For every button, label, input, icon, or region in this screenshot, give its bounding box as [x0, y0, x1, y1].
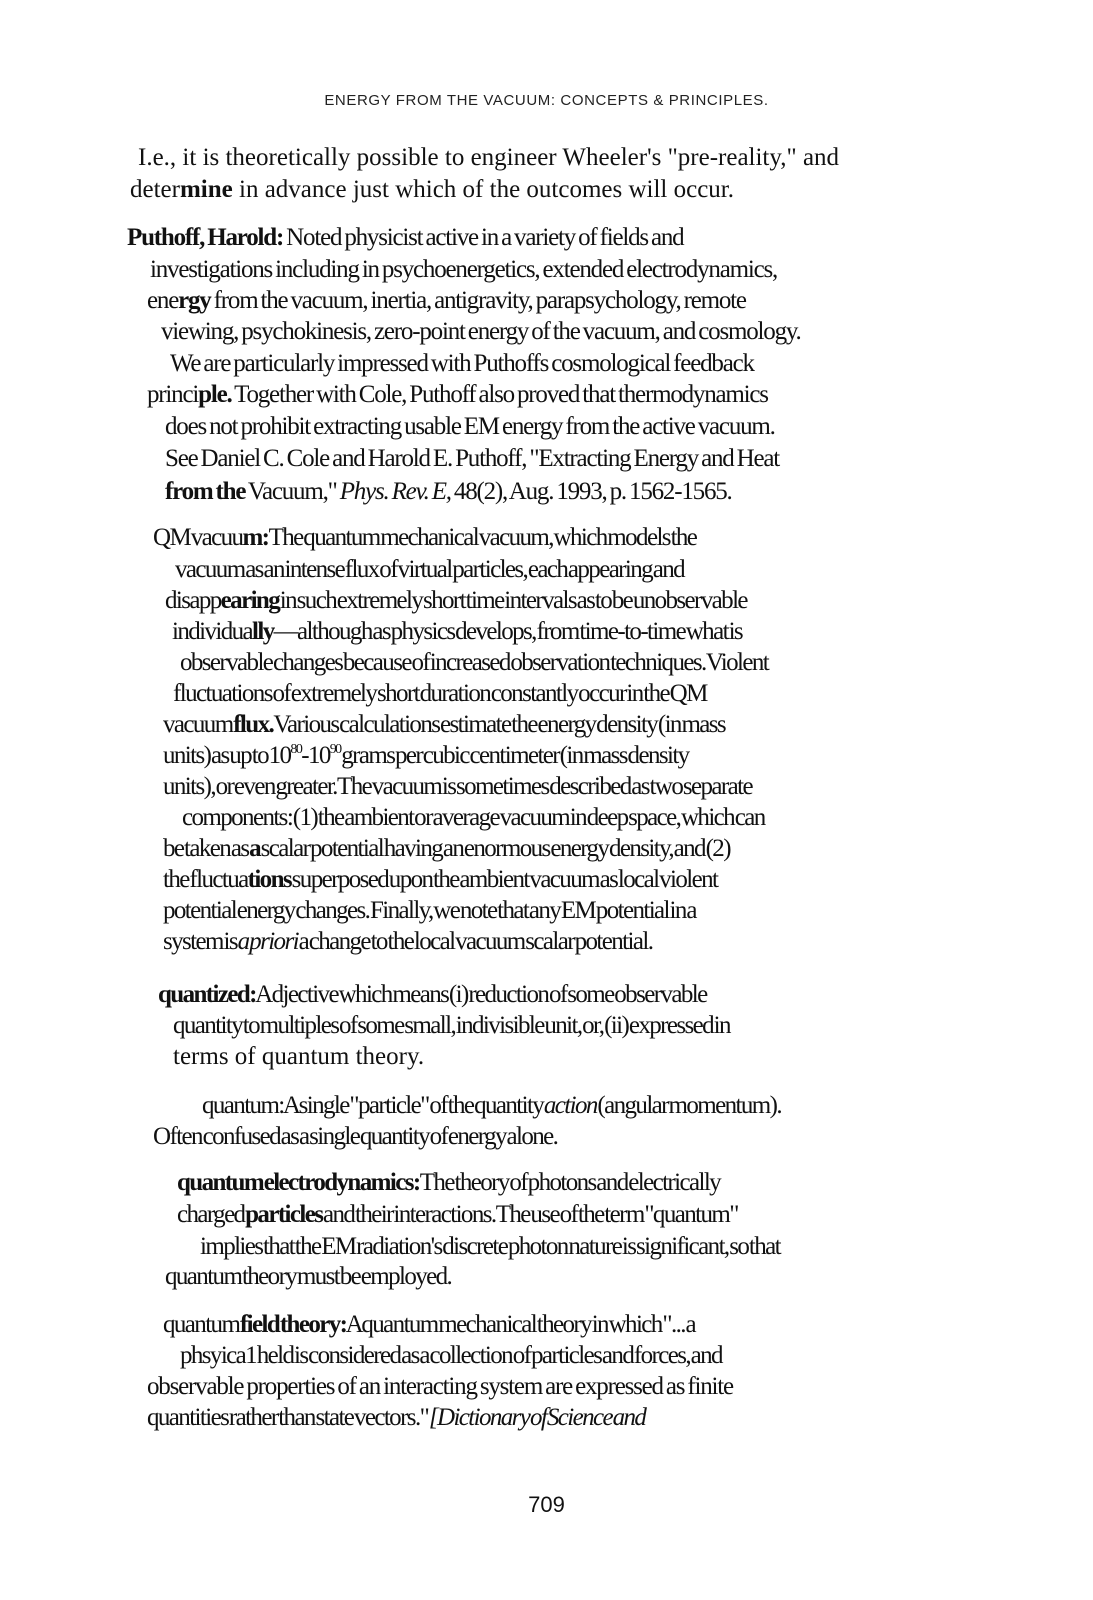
- intro-line-2: determine in advance just which of the outcomes will occur.: [130, 176, 735, 203]
- qft-line-4: quantities rather than state vectors." [Dictionary of Science and: [147, 1404, 646, 1431]
- quantum-line-1: quantum: A single "particle" of the quantity action (angular momentum).: [202, 1092, 781, 1119]
- qft-line-3: observable properties of an interacting system are expressed as finite: [147, 1373, 733, 1400]
- qed-line-3: implies that the EM radiation's discrete photon nature is significant, so that: [200, 1233, 780, 1260]
- glossary-term: Puthoff, Harold:: [127, 224, 284, 251]
- qm-vacuum-line-6: fluctuations of extremely short duration constantly occur in the QM: [173, 680, 707, 707]
- glossary-term: QM vacuu: [153, 524, 243, 551]
- puthoff-line-8: See Daniel C. Cole and Harold E. Puthoff, "Extracting Energy and Heat: [165, 445, 780, 472]
- puthoff-line-9: from the Vacuum," Phys. Rev. E, 48(2), Aug. 1993, p. 1562-1565.: [165, 478, 732, 505]
- qm-vacuum-line-3: disappearing in such extremely short time intervals as to be unobservable: [165, 587, 747, 614]
- qm-vacuum-line-9: units), or even greater. The vacuum is sometimes described as two separate: [163, 773, 752, 800]
- glossary-term: quantum electrodynamics:: [177, 1169, 420, 1196]
- puthoff-line-6: principle. Together with Cole, Puthoff also proved that thermodynamics: [147, 381, 768, 408]
- qm-vacuum-line-1: QM vacuum: The quantum mechanical vacuum, which models the: [153, 524, 697, 551]
- qm-vacuum-line-14: system is a priori a change to the local vacuum scalar potential.: [163, 928, 653, 955]
- quantized-line-2: quantity to multiples of some small, indivisible unit, or, (ii) expressed in: [173, 1012, 730, 1039]
- qm-vacuum-line-8: units) as up to $10^{80}-10^{90}$ grams per cubic centimeter (in mass density: [163, 742, 689, 769]
- qm-vacuum-line-13: potential energy changes. Finally, we note that any EM potential in a: [163, 897, 696, 924]
- qm-vacuum-line-11: be taken as a scalar potential having an enormous energy density, and (2): [163, 835, 730, 862]
- puthoff-line-2: investigations including in psychoenergetics, extended electrodynamics,: [150, 256, 778, 283]
- puthoff-line-5: We are particularly impressed with Puthoffs cosmological feedback: [170, 350, 754, 377]
- qm-vacuum-line-5: observable changes because of increased observation techniques. Violent: [180, 649, 769, 676]
- glossary-term: quantized:: [158, 981, 256, 1008]
- quantized-line-1: quantized: Adjective which means (i) reduction of some observable: [158, 981, 707, 1008]
- qed-line-1: quantum electrodynamics: The theory of photons and electrically: [177, 1169, 721, 1196]
- glossary-term: field theory:: [239, 1311, 347, 1338]
- qm-vacuum-line-4: individually—although as physics develops, from time-to-time what is: [172, 618, 743, 645]
- puthoff-line-1: Puthoff, Harold: Noted physicist active in a variety of fields and: [127, 224, 684, 251]
- quantum-line-2: Often confused as a single quantity of energy alone.: [153, 1123, 558, 1150]
- intro-line-1: I.e., it is theoretically possible to engineer Wheeler's "pre-reality," and: [138, 144, 840, 171]
- puthoff-line-3: energy from the vacuum, inertia, antigravity, parapsychology, remote: [147, 287, 746, 314]
- qed-line-4: quantum theory must be employed.: [165, 1263, 452, 1290]
- qm-vacuum-line-10: components: (1) the ambient or average vacuum in deep space, which can: [182, 804, 765, 831]
- puthoff-line-4: viewing, psychokinesis, zero-point energy of the vacuum, and cosmology.: [161, 318, 801, 345]
- qed-line-2: charged particles and their interactions. The use of the term "quantum": [177, 1201, 738, 1228]
- qm-vacuum-line-2: vacuum as an intense flux of virtual particles, each appearing and: [175, 556, 685, 583]
- qft-line-1: quantum field theory: A quantum mechanical theory in which "... a: [163, 1311, 696, 1338]
- qm-vacuum-line-12: the fluctuations superposed upon the ambient vacuum as local violent: [163, 866, 718, 893]
- puthoff-line-7: does not prohibit extracting usable EM energy from the active vacuum.: [165, 413, 775, 440]
- running-header: ENERGY FROM THE VACUUM: CONCEPTS & PRINCIPLES.: [324, 92, 769, 109]
- qm-vacuum-line-7: vacuum flux. Various calculations estimate the energy density (in mass: [163, 711, 726, 738]
- quantized-line-3: terms of quantum theory.: [173, 1043, 425, 1070]
- page-number: 709: [528, 1492, 565, 1517]
- qft-line-2: phsyica1 held is considered as a collection of particles and forces, and: [180, 1342, 722, 1369]
